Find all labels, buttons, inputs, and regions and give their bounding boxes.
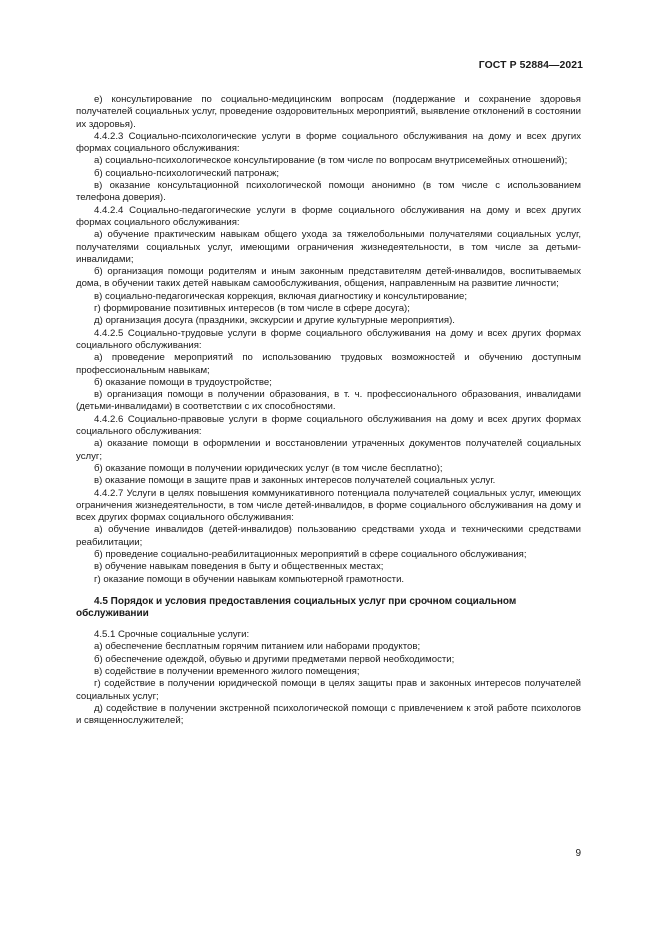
paragraph: г) формирование позитивных интересов (в том числе в сфере досуга); <box>94 303 410 315</box>
paragraph: а) обеспечение бесплатным горячим питанием или наборами продуктов; <box>94 641 421 653</box>
paragraph: д) организация досуга (праздники, экскурсии и другие культурные мероприятия). <box>94 315 455 327</box>
paragraph: б) проведение социально-реабилитационных мероприятий в сфере социального обслуживания; <box>94 548 527 560</box>
paragraph: в) обучение навыкам поведения в быту и общественных местах; <box>94 561 384 573</box>
paragraph: в) социально-педагогическая коррекция, включая диагностику и консультирование; <box>94 290 468 302</box>
paragraph: в) организация помощи в получении образования, в т. ч. профессионального образования, инвалидами (детьми-инвалидами) в соответствии с их способностями. <box>76 389 581 413</box>
paragraph: 4.4.2.3 Социально-психологические услуги в форме социального обслуживания на дому и всех других формах социального обслуживания: <box>76 130 581 155</box>
paragraph: б) обеспечение одеждой, обувью и другими предметами первой необходимости; <box>94 653 455 665</box>
paragraph: а) обучение практическим навыкам общего ухода за тяжелобольными получателями социальных услуг, получателями социальных услуг, имеющими ограничения жизнедеятельности, в том числе за детьми-инвалидами; <box>76 229 581 265</box>
paragraph: 4.5.1 Срочные социальные услуги: <box>94 629 250 641</box>
document-body <box>76 94 581 727</box>
paragraph: д) содействие в получении экстренной психологической помощи с привлечением к этой работе психологов и священнослужителей; <box>76 702 581 727</box>
paragraph: б) оказание помощи в получении юридических услуг (в том числе бесплатно); <box>94 462 443 474</box>
paragraph: б) оказание помощи в трудоустройстве; <box>94 376 272 388</box>
paragraph: б) социально-психологический патронаж; <box>94 167 280 179</box>
paragraph: в) содействие в получении временного жилого помещения; <box>94 665 360 677</box>
section-heading: 4.5 Порядок и условия предоставления социальных услуг при срочном социальном обслуживании <box>76 595 517 620</box>
paragraph: г) содействие в получении юридической помощи в целях защиты прав и законных интересов получателей социальных услуг; <box>76 678 581 702</box>
paragraph: а) проведение мероприятий по использованию трудовых возможностей и обучению доступным профессиональным навыкам; <box>76 352 581 376</box>
paragraph: б) организация помощи родителям и иным законным представителям детей-инвалидов, воспитываемых дома, в обучении таких детей навыкам самообслуживания, общения, направленным на развитие личности; <box>76 266 581 290</box>
document-code: ГОСТ Р 52884—2021 <box>478 60 583 71</box>
paragraph: 4.4.2.5 Социально-трудовые услуги в форме социального обслуживания на дому и всех других формах социального обслуживания: <box>76 327 581 351</box>
paragraph: е) консультирование по социально-медицинским вопросам (поддержание и сохранение здоровья получателей социальных услуг, проведение оздоровительных мероприятий, выявление отклонений в состоянии их здоровья). <box>76 94 581 130</box>
page-number: 9 <box>575 848 581 859</box>
paragraph: в) оказание помощи в защите прав и законных интересов получателей социальных услуг. <box>94 475 496 487</box>
paragraph: 4.4.2.7 Услуги в целях повышения коммуникативного потенциала получателей социальных услуг, имеющих ограничения жизнедеятельности, в том числе детей-инвалидов, в форме социального обслуживания на дому и всех других формах социального обслуживания: <box>76 487 581 524</box>
paragraph: 4.4.2.4 Социально-педагогические услуги в форме социального обслуживания на дому и всех других формах социального обслуживания: <box>76 204 581 228</box>
paragraph: а) оказание помощи в оформлении и восстановлении утраченных документов получателей социальных услуг; <box>76 438 581 462</box>
paragraph: 4.4.2.6 Социально-правовые услуги в форме социального обслуживания на дому и всех других формах социального обслуживания: <box>76 413 581 438</box>
paragraph: а) социально-психологическое консультирование (в том числе по вопросам внутрисемейных отношений); <box>94 155 568 167</box>
paragraph: в) оказание консультационной психологической помощи анонимно (в том числе с использованием телефона доверия). <box>76 180 581 204</box>
paragraph: а) обучение инвалидов (детей-инвалидов) пользованию средствами ухода и техническими средствами реабилитации; <box>76 524 581 548</box>
paragraph: г) оказание помощи в обучении навыкам компьютерной грамотности. <box>94 573 405 585</box>
